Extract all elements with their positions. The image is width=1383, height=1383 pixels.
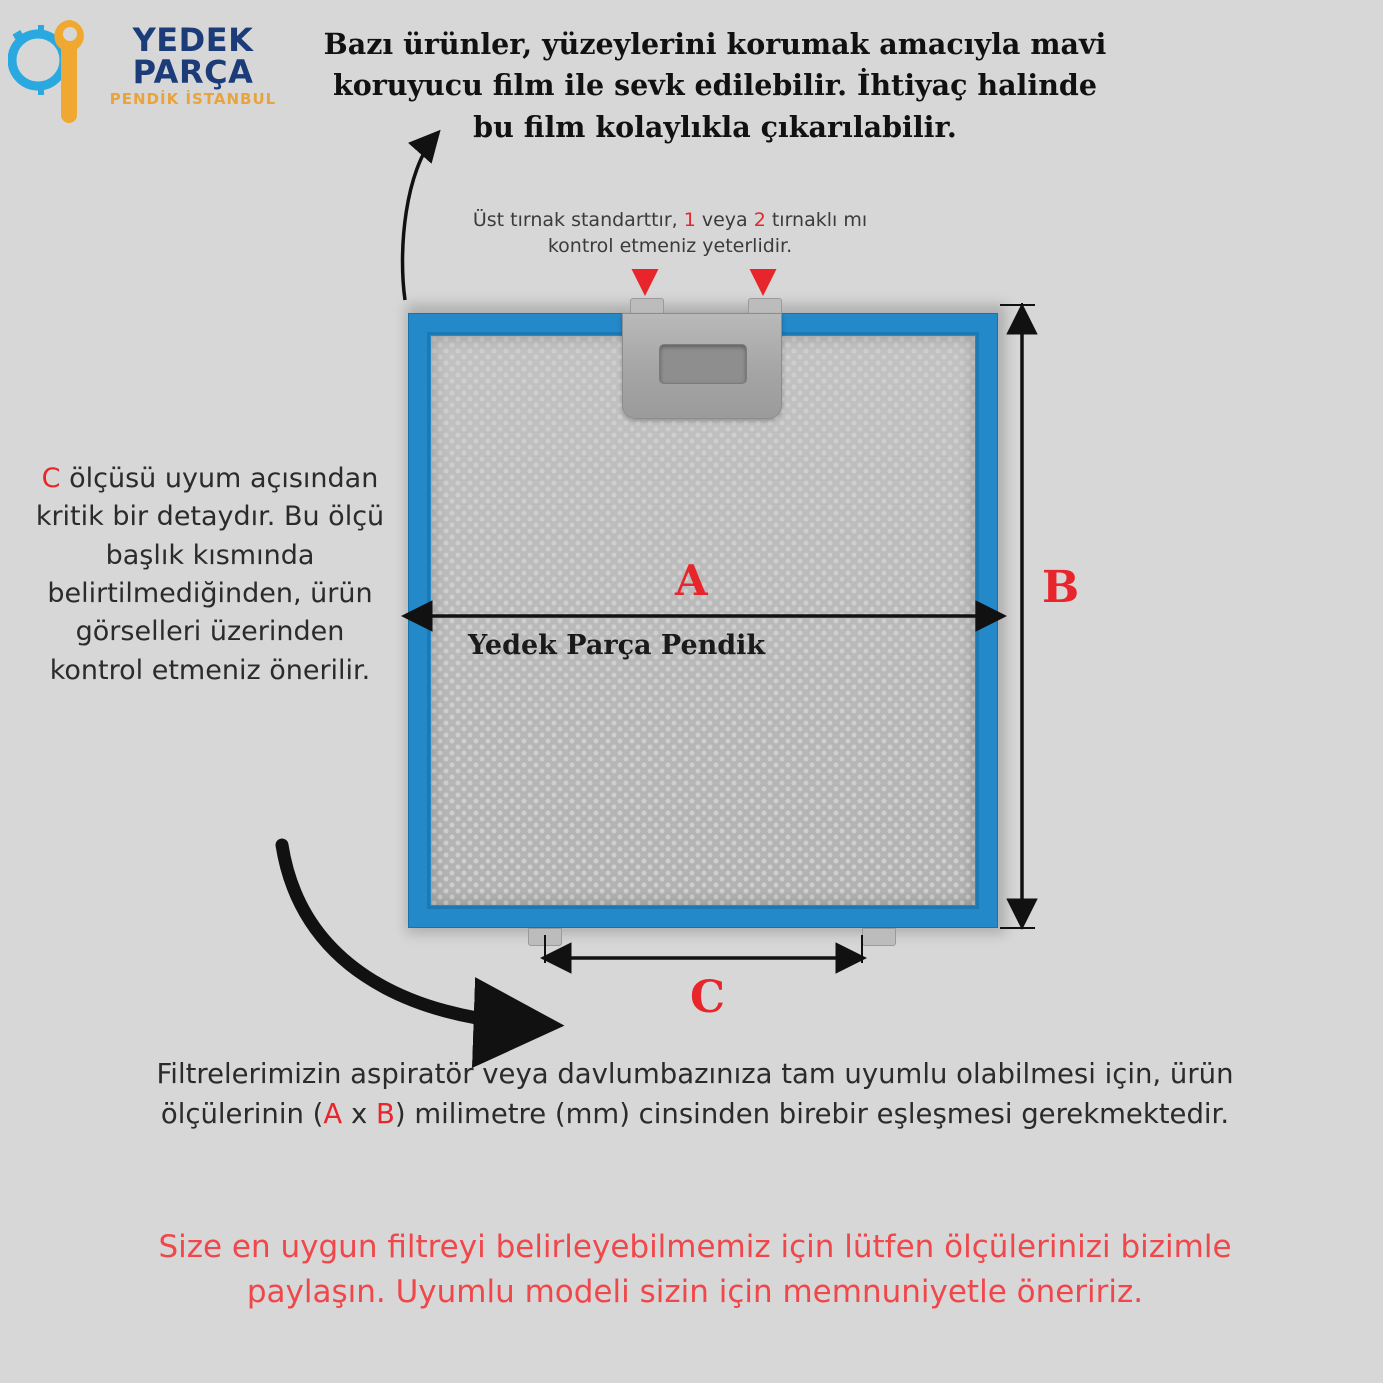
bottom-note-letter-b: B [375, 1097, 395, 1130]
handle-slot [659, 344, 747, 384]
top-note-part3: tırnaklı mı kontrol etmeniz yeterlidir. [547, 209, 868, 257]
watermark-text: Yedek Parça Pendik [468, 630, 766, 661]
bottom-note-x: x [342, 1097, 376, 1130]
left-note-text [35, 460, 385, 690]
brand-logo [8, 8, 278, 133]
dimension-label-a: A [675, 556, 708, 605]
wrench-gear-icon [8, 14, 108, 124]
top-note-num2: 2 [753, 209, 766, 231]
left-note-letter: C [41, 463, 61, 494]
headline-text: Bazı ürünler, yüzeylerini korumak amacıyla mavi koruyucu film ile sevk edilebilir. İhtiyaç halinde bu film kolaylıkla çıkarılabilir. [323, 27, 1107, 144]
logo-line-1: YEDEK [132, 21, 254, 59]
bottom-tab-left [528, 928, 562, 946]
bottom-tab-right [862, 928, 896, 946]
bottom-note-text [100, 1055, 1290, 1135]
dimension-label-b: B [1042, 562, 1080, 613]
filter-handle [622, 313, 782, 419]
dimension-label-c: C [690, 972, 726, 1023]
left-note-body: ölçüsü uyum açısından kritik bir detaydır. Bu ölçü başlık kısmında belirtilmediğinden, ürün görselleri üzerinden kontrol etmeniz önerilir. [35, 463, 385, 686]
bottom-note-part1: Filtrelerimizin aspiratör veya davlumbazınıza tam uyumlu olabilmesi için, ürün ölçülerinin ( [156, 1058, 1234, 1130]
top-tab-note [455, 208, 885, 259]
bottom-call-to-action: Size en uygun filtreyi belirleyebilmemiz için lütfen ölçülerinizi bizimle paylaşın. Uyumlu modeli sizin için memnuniyetle öneririz. [158, 1229, 1232, 1310]
bottom-note-part2: ) milimetre (mm) cinsinden birebir eşleşmesi gerekmektedir. [394, 1097, 1230, 1130]
top-note-part1: Üst tırnak standarttır, [472, 209, 684, 231]
logo-line-3: PENDİK İSTANBUL [109, 90, 277, 108]
bottom-note-letter-a: A [323, 1097, 343, 1130]
logo-wordmark [108, 21, 278, 108]
top-note-num1: 1 [683, 209, 696, 231]
top-note-part2: veya [695, 209, 754, 231]
logo-line-2: PARÇA [132, 53, 254, 91]
filter-illustration [400, 290, 1020, 950]
